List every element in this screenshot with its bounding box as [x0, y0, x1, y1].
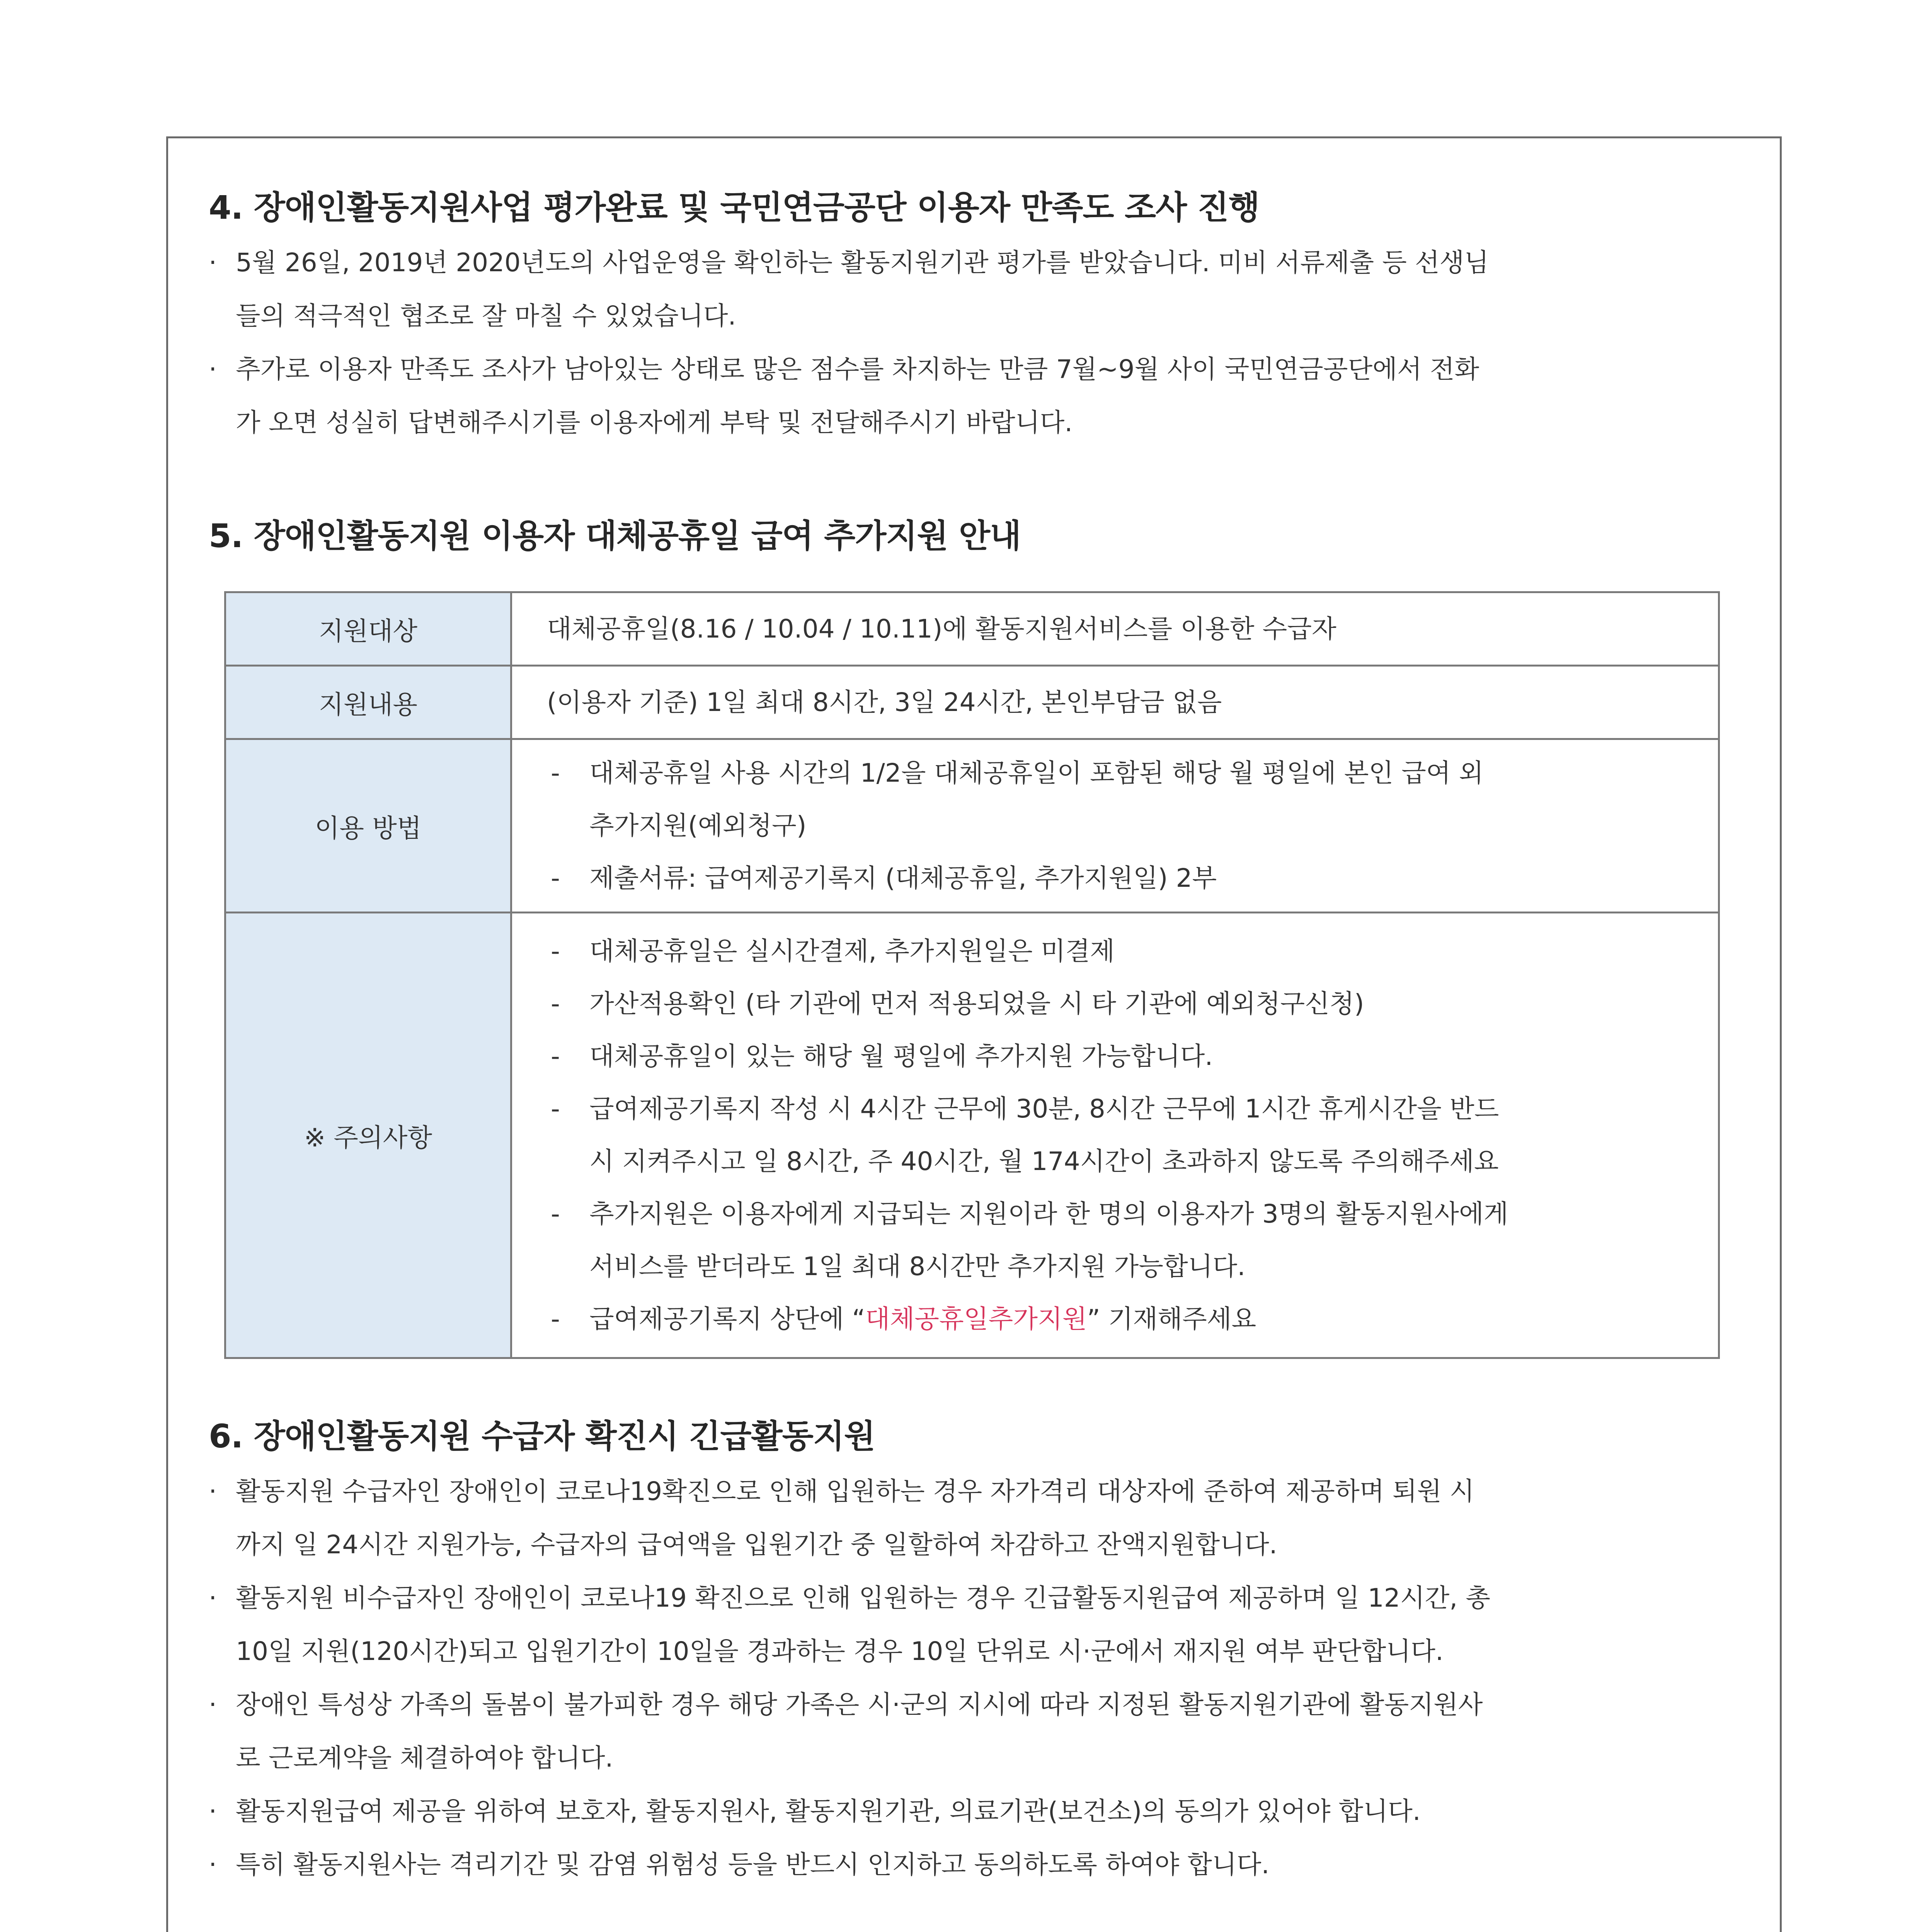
table-label: 지원내용	[225, 666, 511, 739]
table-line: ” 기재해주세요	[1087, 1304, 1256, 1334]
bullet-item	[209, 236, 1739, 343]
bullet-item	[209, 1838, 1739, 1891]
table-line: 서비스를 받더라도 1일 최대 8시간만 추가지원 가능합니다.	[589, 1252, 1246, 1281]
bullet-line: 활동지원급여 제공을 위하여 보호자, 활동지원사, 활동지원기관, 의료기관(보건소)의 동의가 있어야 합니다.	[236, 1796, 1421, 1826]
dash-item	[547, 1188, 1699, 1293]
bullet-line: 장애인 특성상 가족의 돌봄이 불가피한 경우 해당 가족은 시·군의 지시에 따라 지정된 활동지원기관에 활동지원사	[236, 1690, 1483, 1719]
table-line: (이용자 기준) 1일 최대 8시간, 3일 24시간, 본인부담금 없음	[547, 687, 1222, 717]
table-row	[225, 592, 1719, 666]
table-line: 추가지원은 이용자에게 지급되는 지원이라 한 명의 이용자가 3명의 활동지원사에게	[589, 1199, 1508, 1229]
table-line: 제출서류: 급여제공기록지 (대체공휴일, 추가지원일) 2부	[589, 863, 1217, 893]
section-6	[209, 1410, 1739, 1891]
dash-item	[547, 925, 1699, 978]
table-line: 대체공휴일(8.16 / 10.04 / 10.11)에 활동지원서비스를 이용한 수급자	[547, 614, 1336, 644]
table-line: 대체공휴일 사용 시간의 1/2을 대체공휴일이 포함된 해당 월 평일에 본인 급여 외	[589, 758, 1484, 788]
table-line: 가산적용확인 (타 기관에 먼저 적용되었을 시 타 기관에 예외청구신청)	[589, 989, 1364, 1019]
bullet-line: 가 오면 성실히 답변해주시기를 이용자에게 부탁 및 전달해주시기 바랍니다.	[236, 408, 1073, 437]
table-value	[511, 592, 1719, 666]
bullet-line: 활동지원 수급자인 장애인이 코로나19확진으로 인해 입원하는 경우 자가격리 대상자에 준하여 제공하며 퇴원 시	[236, 1476, 1474, 1506]
table-row	[225, 666, 1719, 739]
table-line: 대체공휴일이 있는 해당 월 평일에 추가지원 가능합니다.	[589, 1041, 1213, 1071]
bullet-line: 10일 지원(120시간)되고 입원기간이 10일을 경과하는 경우 10일 단위로 시·군에서 재지원 여부 판단합니다.	[236, 1636, 1444, 1666]
bullet-item	[209, 1678, 1739, 1785]
table-line: 대체공휴일은 실시간결제, 추가지원일은 미결제	[589, 936, 1115, 966]
section-4-title: 4. 장애인활동지원사업 평가완료 및 국민연금공단 이용자 만족도 조사 진행	[209, 189, 1260, 226]
dash-item	[547, 978, 1699, 1030]
section-6-title: 6. 장애인활동지원 수급자 확진시 긴급활동지원	[209, 1417, 875, 1455]
table-label: 지원대상	[225, 592, 511, 666]
bullet-line: 추가로 이용자 만족도 조사가 남아있는 상태로 많은 점수를 차지하는 만큼 7월~9월 사이 국민연금공단에서 전화	[236, 354, 1479, 384]
dash-item	[547, 1293, 1699, 1345]
table-label: ※ 주의사항	[225, 913, 511, 1358]
table-value	[511, 913, 1719, 1358]
table-line: 급여제공기록지 작성 시 4시간 근무에 30분, 8시간 근무에 1시간 휴게시간을 반드	[589, 1094, 1499, 1124]
table-line: 시 지켜주시고 일 8시간, 주 40시간, 월 174시간이 초과하지 않도록 주의해주세요	[589, 1146, 1499, 1176]
bullet-item	[209, 343, 1739, 449]
table-label: 이용 방법	[225, 739, 511, 913]
bullet-item	[209, 1571, 1739, 1678]
dash-item	[547, 747, 1699, 852]
section-4-bullets	[209, 236, 1739, 449]
bullet-line: 들의 적극적인 협조로 잘 마칠 수 있었습니다.	[236, 301, 736, 331]
bullet-line: 활동지원 비수급자인 장애인이 코로나19 확진으로 인해 입원하는 경우 긴급활동지원급여 제공하며 일 12시간, 총	[236, 1583, 1490, 1613]
bullet-line: 로 근로계약을 체결하여야 합니다.	[236, 1743, 613, 1773]
bullet-line: 까지 일 24시간 지원가능, 수급자의 급여액을 입원기간 중 일할하여 차감하고 잔액지원합니다.	[236, 1530, 1277, 1560]
table-value	[511, 666, 1719, 739]
section-6-bullets	[209, 1465, 1739, 1891]
table-row	[225, 739, 1719, 913]
section-5	[209, 510, 1739, 565]
table-line: 추가지원(예외청구)	[589, 811, 807, 840]
table-line: 급여제공기록지 상단에 “	[589, 1304, 865, 1334]
section-5-title: 5. 장애인활동지원 이용자 대체공휴일 급여 추가지원 안내	[209, 517, 1021, 555]
section-4	[209, 182, 1739, 449]
dash-item	[547, 1030, 1699, 1083]
bullet-item	[209, 1465, 1739, 1571]
table-value	[511, 739, 1719, 913]
support-info-table	[224, 591, 1720, 1359]
table-row	[225, 913, 1719, 1358]
dash-item	[547, 852, 1699, 905]
highlight-text: 대체공휴일추가지원	[865, 1304, 1087, 1334]
bullet-line: 5월 26일, 2019년 2020년도의 사업운영을 확인하는 활동지원기관 평가를 받았습니다. 미비 서류제출 등 선생님	[236, 248, 1489, 277]
dash-item	[547, 1083, 1699, 1188]
bullet-item	[209, 1785, 1739, 1838]
bullet-line: 특히 활동지원사는 격리기간 및 감염 위험성 등을 반드시 인지하고 동의하도록 하여야 합니다.	[236, 1850, 1270, 1879]
